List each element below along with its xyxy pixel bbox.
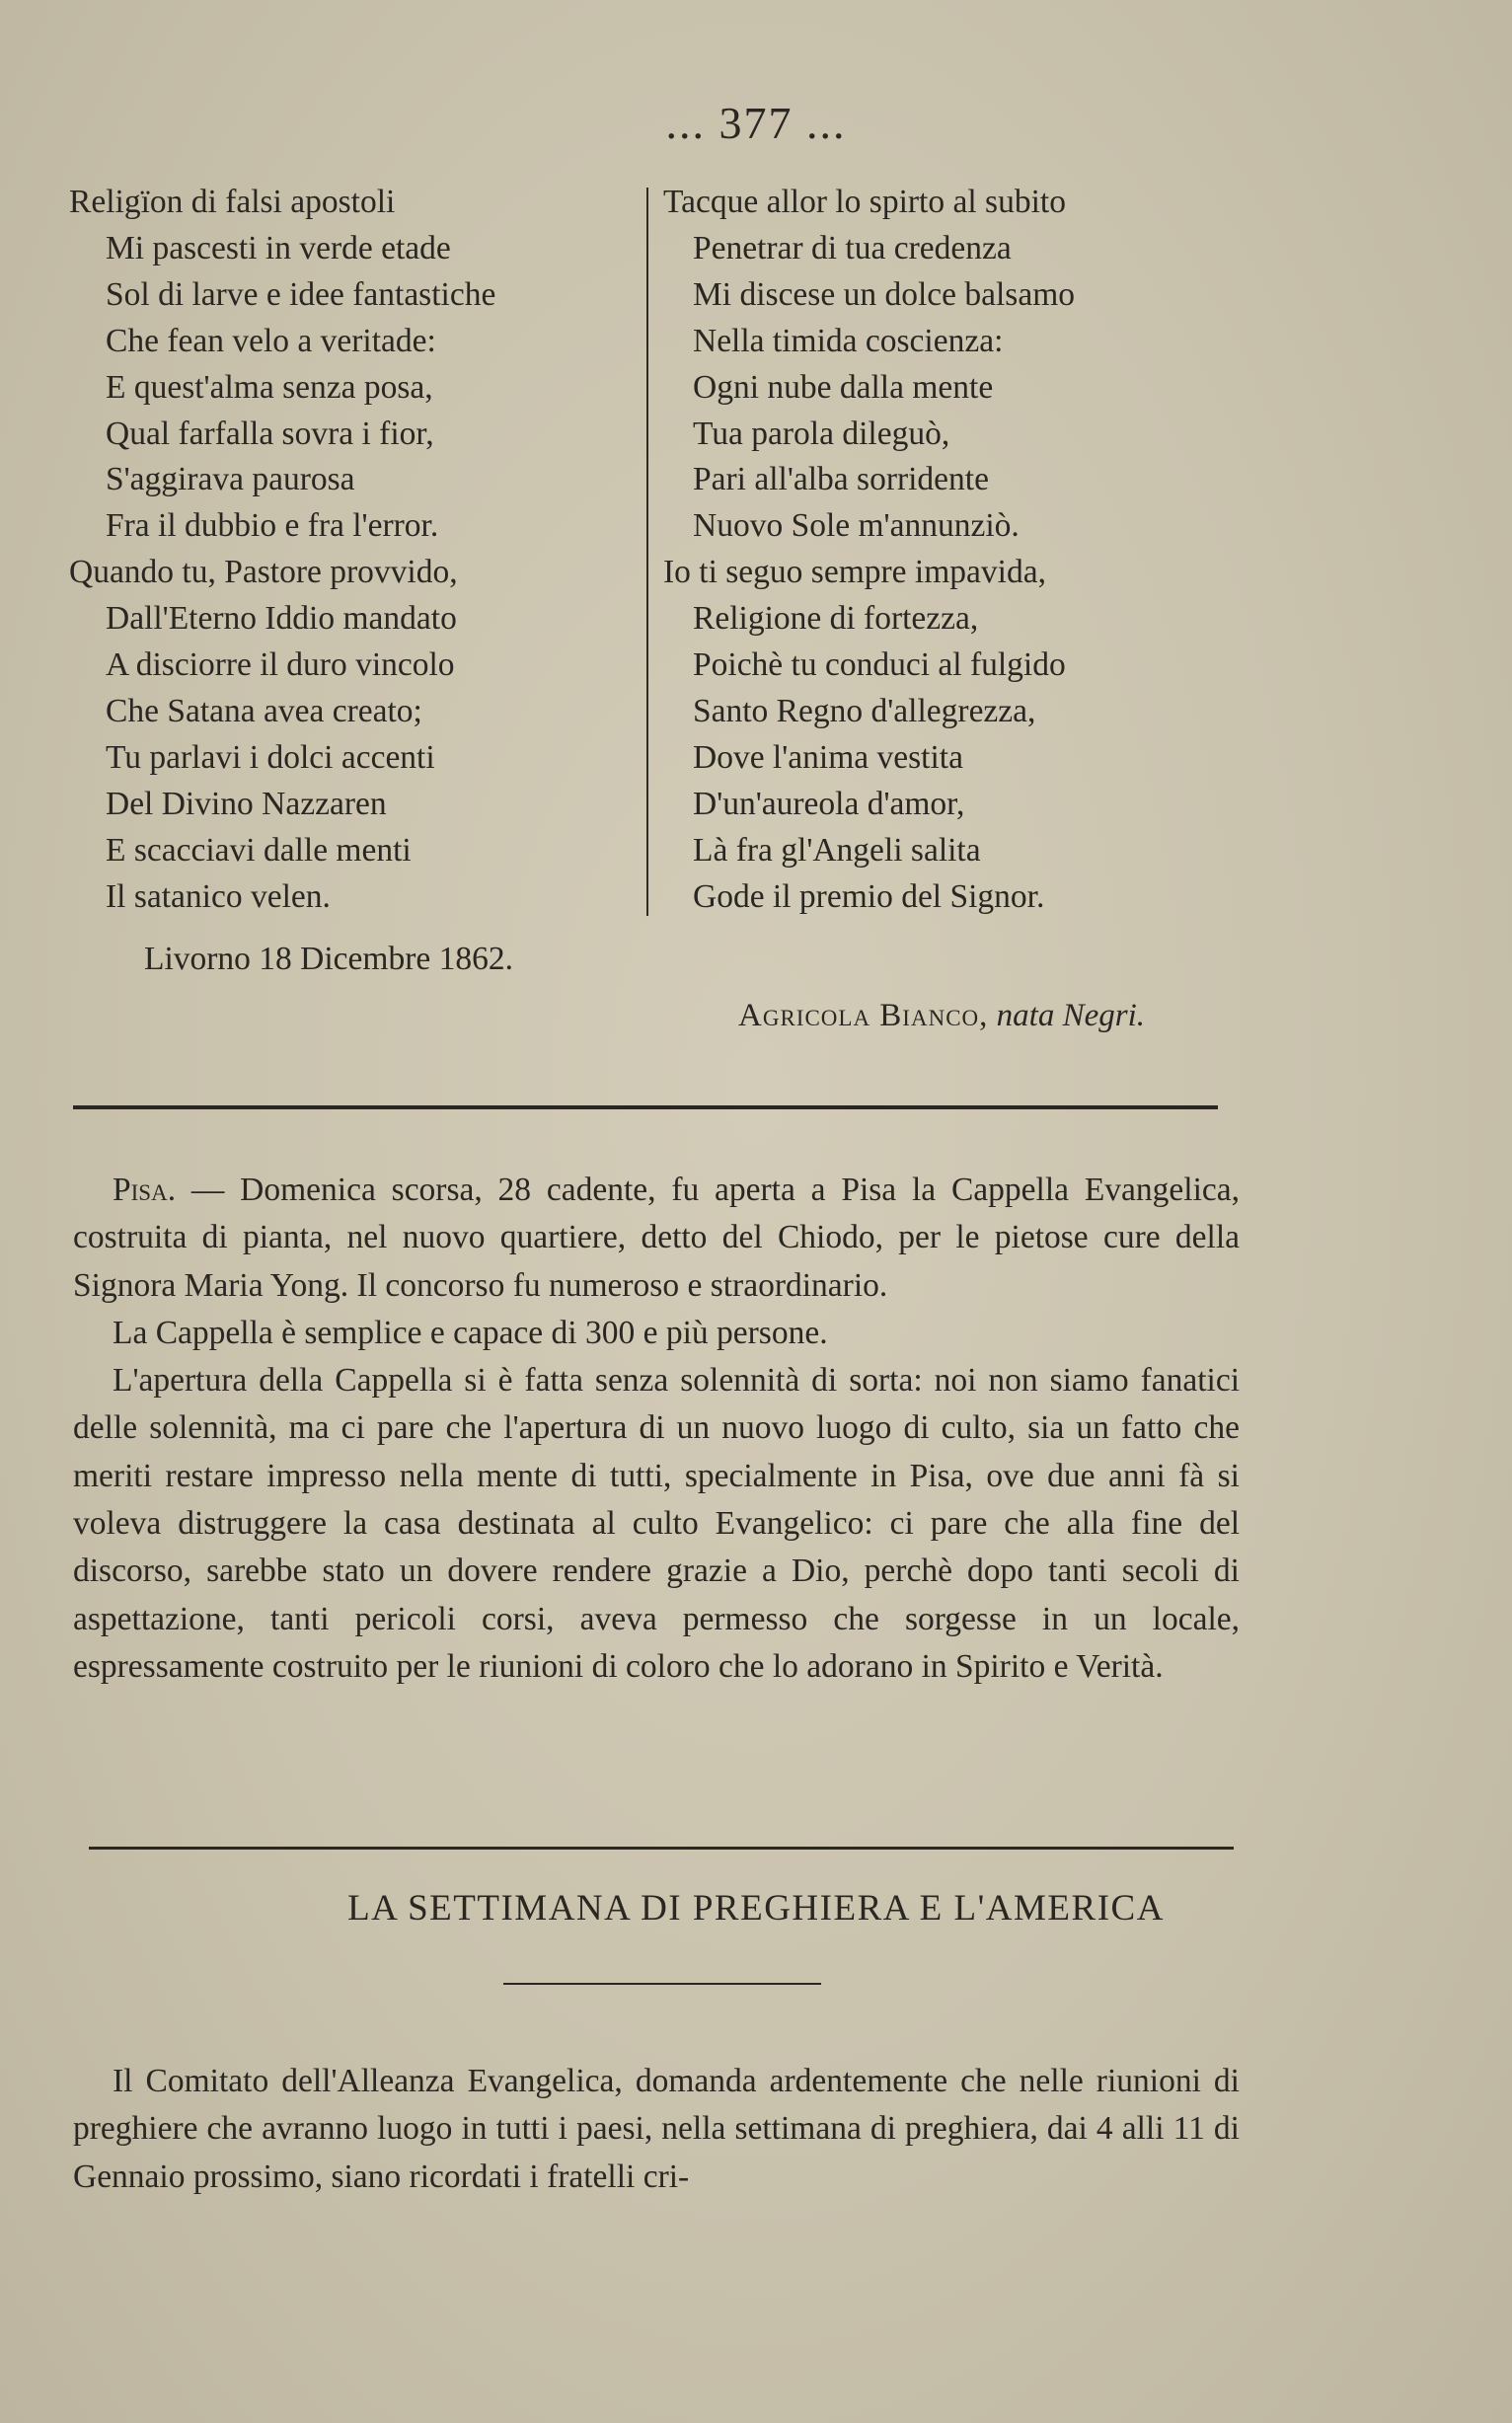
poem-line: Poichè tu conduci al fulgido [693, 646, 1066, 684]
poem-line: Nuovo Sole m'annunziò. [693, 507, 1020, 545]
poem-line: Che fean velo a veritade: [106, 322, 436, 359]
poem-line: Il satanico velen. [106, 877, 331, 915]
poem-column-right [663, 180, 1075, 921]
poem-line: Tua parola dileguò, [693, 415, 950, 452]
news-place: Pisa. [113, 1172, 177, 1208]
poem-line: A disciorre il duro vincolo [106, 646, 455, 684]
poem-line: E quest'alma senza posa, [106, 368, 433, 406]
page-number: ... 377 ... [665, 98, 847, 148]
section-rule [89, 1847, 1234, 1850]
article-heading: LA SETTIMANA DI PREGHIERA E L'AMERICA [347, 1888, 1165, 1929]
poem-place-date: Livorno 18 Dicembre 1862. [144, 941, 513, 977]
news-paragraph [73, 1167, 1240, 1310]
poem-line: Ogni nube dalla mente [693, 368, 994, 406]
article-paragraph: Il Comitato dell'Alleanza Evangelica, domanda ardentemente che nelle riunioni di preghiere che avranno luogo in tutti i paesi, nella settimana di preghiera, dai 4 alli 11 di Gennaio prossimo, siano ricordati i fratelli cri- [73, 2063, 1240, 2195]
poem-line: Nella timida coscienza: [693, 322, 1004, 359]
author-name: Agricola Bianco, [738, 998, 989, 1033]
poem-line: Dall'Eterno Iddio mandato [106, 600, 457, 638]
poem-line: E scacciavi dalle menti [106, 831, 412, 869]
news-paragraph: L'apertura della Cappella si è fatta senza solennità di sorta: noi non siamo fanatici delle solennità, ma ci pare che l'apertura di un nuovo luogo di culto, sia un fatto che meriti restare impresso nella mente di tutti, specialmente in Pisa, ove due anni fà si voleva distruggere la casa destinata al culto Evangelico: ci pare che alla fine del discorso, sarebbe stato un dovere rendere grazie a Dio, perchè dopo tanti secoli di aspettazione, tanti pericoli corsi, aveva permesso che sorgesse in un locale, espressamente costruito per le riunioni di coloro che lo adorano in Spirito e Verità. [73, 1362, 1240, 1685]
column-divider [646, 188, 648, 916]
poem-line: Qual farfalla sovra i fior, [106, 415, 434, 452]
poem-line: Là fra gl'Angeli salita [693, 831, 981, 869]
news-lead: — Domenica scorsa, 28 cadente, fu aperta a Pisa la Cappella Evangelica, costruita di pianta, nel nuovo quartiere, detto del Chiodo, per le pietose cure della Signora Maria Yong. Il concorso fu numeroso e straordinario. [73, 1172, 1240, 1304]
poem-line: Penetrar di tua credenza [693, 229, 1012, 266]
poem-author [738, 998, 1145, 1034]
poem-line: Tu parlavi i dolci accenti [106, 738, 435, 776]
poem-line: D'un'aureola d'amor, [693, 785, 965, 822]
poem-line: Gode il premio del Signor. [693, 877, 1045, 915]
poem-column-left [69, 180, 495, 921]
poem-line: S'aggirava paurosa [106, 461, 355, 498]
poem-line: Quando tu, Pastore provvido, [69, 554, 458, 591]
poem-line: Pari all'alba sorridente [693, 461, 989, 498]
poem-line: Mi discese un dolce balsamo [693, 275, 1076, 313]
poem-line: Tacque allor lo spirto al subito [663, 184, 1066, 220]
author-note: nata Negri. [996, 998, 1145, 1033]
poem-line: Mi pascesti in verde etade [106, 229, 451, 266]
news-pisa [73, 1167, 1240, 1691]
section-rule [73, 1105, 1218, 1109]
poem-line: Dove l'anima vestita [693, 738, 963, 776]
poem-line: Religione di fortezza, [693, 600, 979, 638]
news-paragraph: La Cappella è semplice e capace di 300 e più persone. [113, 1314, 828, 1351]
poem-line: Del Divino Nazzaren [106, 785, 387, 822]
heading-underline [503, 1983, 821, 1985]
poem-line: Fra il dubbio e fra l'error. [106, 507, 439, 545]
poem-line: Che Satana avea creato; [106, 692, 422, 729]
poem-line: Io ti seguo sempre impavida, [663, 554, 1046, 591]
article-body [73, 2058, 1240, 2201]
poem-line: Sol di larve e idee fantastiche [106, 275, 496, 313]
poem-line: Religïon di falsi apostoli [69, 184, 396, 220]
poem-line: Santo Regno d'allegrezza, [693, 692, 1036, 729]
